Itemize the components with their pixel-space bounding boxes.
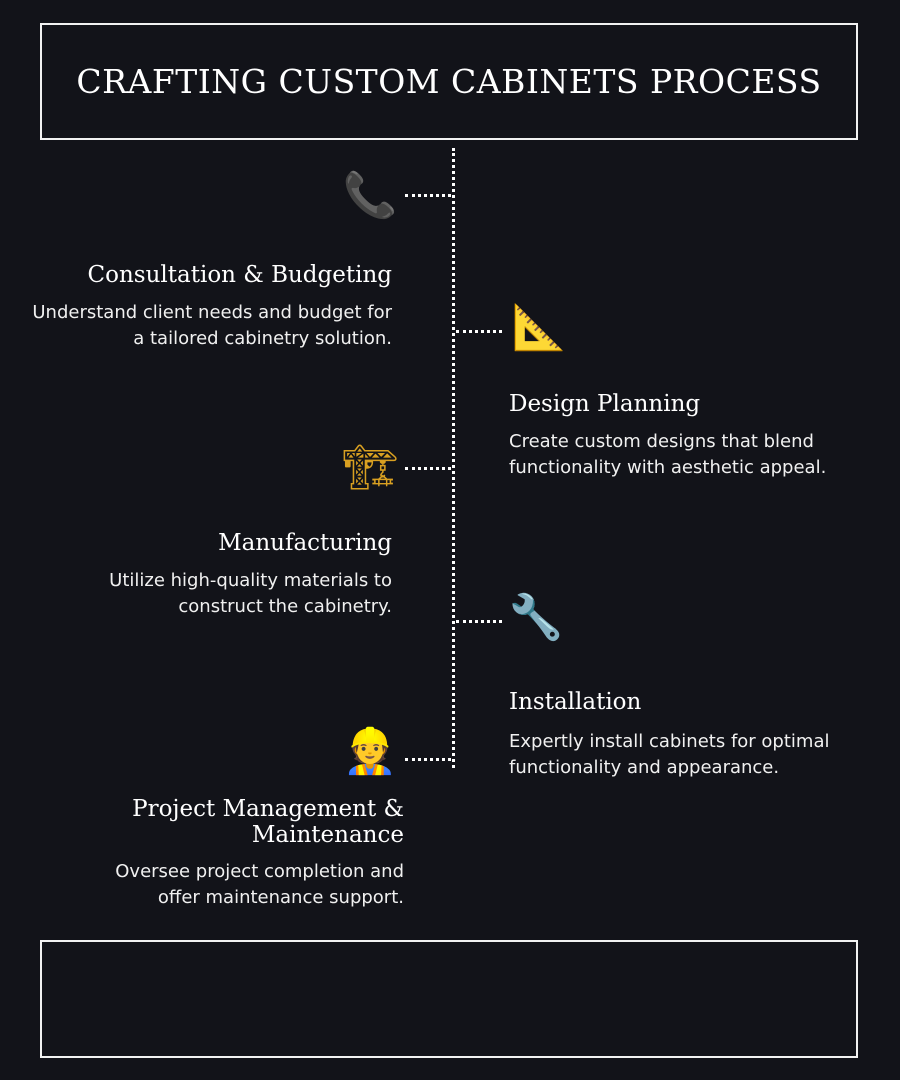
connector-design: [456, 330, 502, 333]
telephone-icon: 📞: [342, 170, 398, 221]
wrench-icon: 🔧: [508, 592, 564, 643]
construction-crane-icon: 🏗: [342, 442, 398, 493]
step-title-consultation: Consultation & Budgeting: [87, 262, 392, 288]
step-title-project-management: Project Management & Maintenance: [132, 796, 404, 849]
step-desc-project-management: Oversee project completion and offer maintenance support.: [115, 861, 404, 908]
diagram-title: CRAFTING CUSTOM CABINETS PROCESS: [76, 62, 822, 101]
connector-project-management: [405, 758, 451, 761]
step-title-manufacturing: Manufacturing: [218, 530, 392, 556]
step-title-installation: Installation: [509, 689, 642, 715]
title-box: [40, 23, 858, 140]
step-desc-design: Create custom designs that blend functionality with aesthetic appeal.: [509, 431, 827, 478]
step-title-design: Design Planning: [509, 391, 701, 417]
step-desc-installation: Expertly install cabinets for optimal functionality and appearance.: [509, 731, 830, 778]
footer-box: [40, 940, 858, 1058]
construction-worker-icon: 👷: [342, 726, 398, 777]
step-desc-consultation: Understand client needs and budget for a tailored cabinetry solution.: [32, 302, 392, 349]
step-desc-manufacturing: Utilize high-quality materials to construct the cabinetry.: [109, 570, 392, 617]
connector-installation: [456, 620, 502, 623]
timeline-line: [452, 148, 455, 768]
connector-manufacturing: [405, 467, 451, 470]
connector-consultation: [405, 194, 451, 197]
triangular-ruler-icon: 📐: [511, 302, 567, 353]
